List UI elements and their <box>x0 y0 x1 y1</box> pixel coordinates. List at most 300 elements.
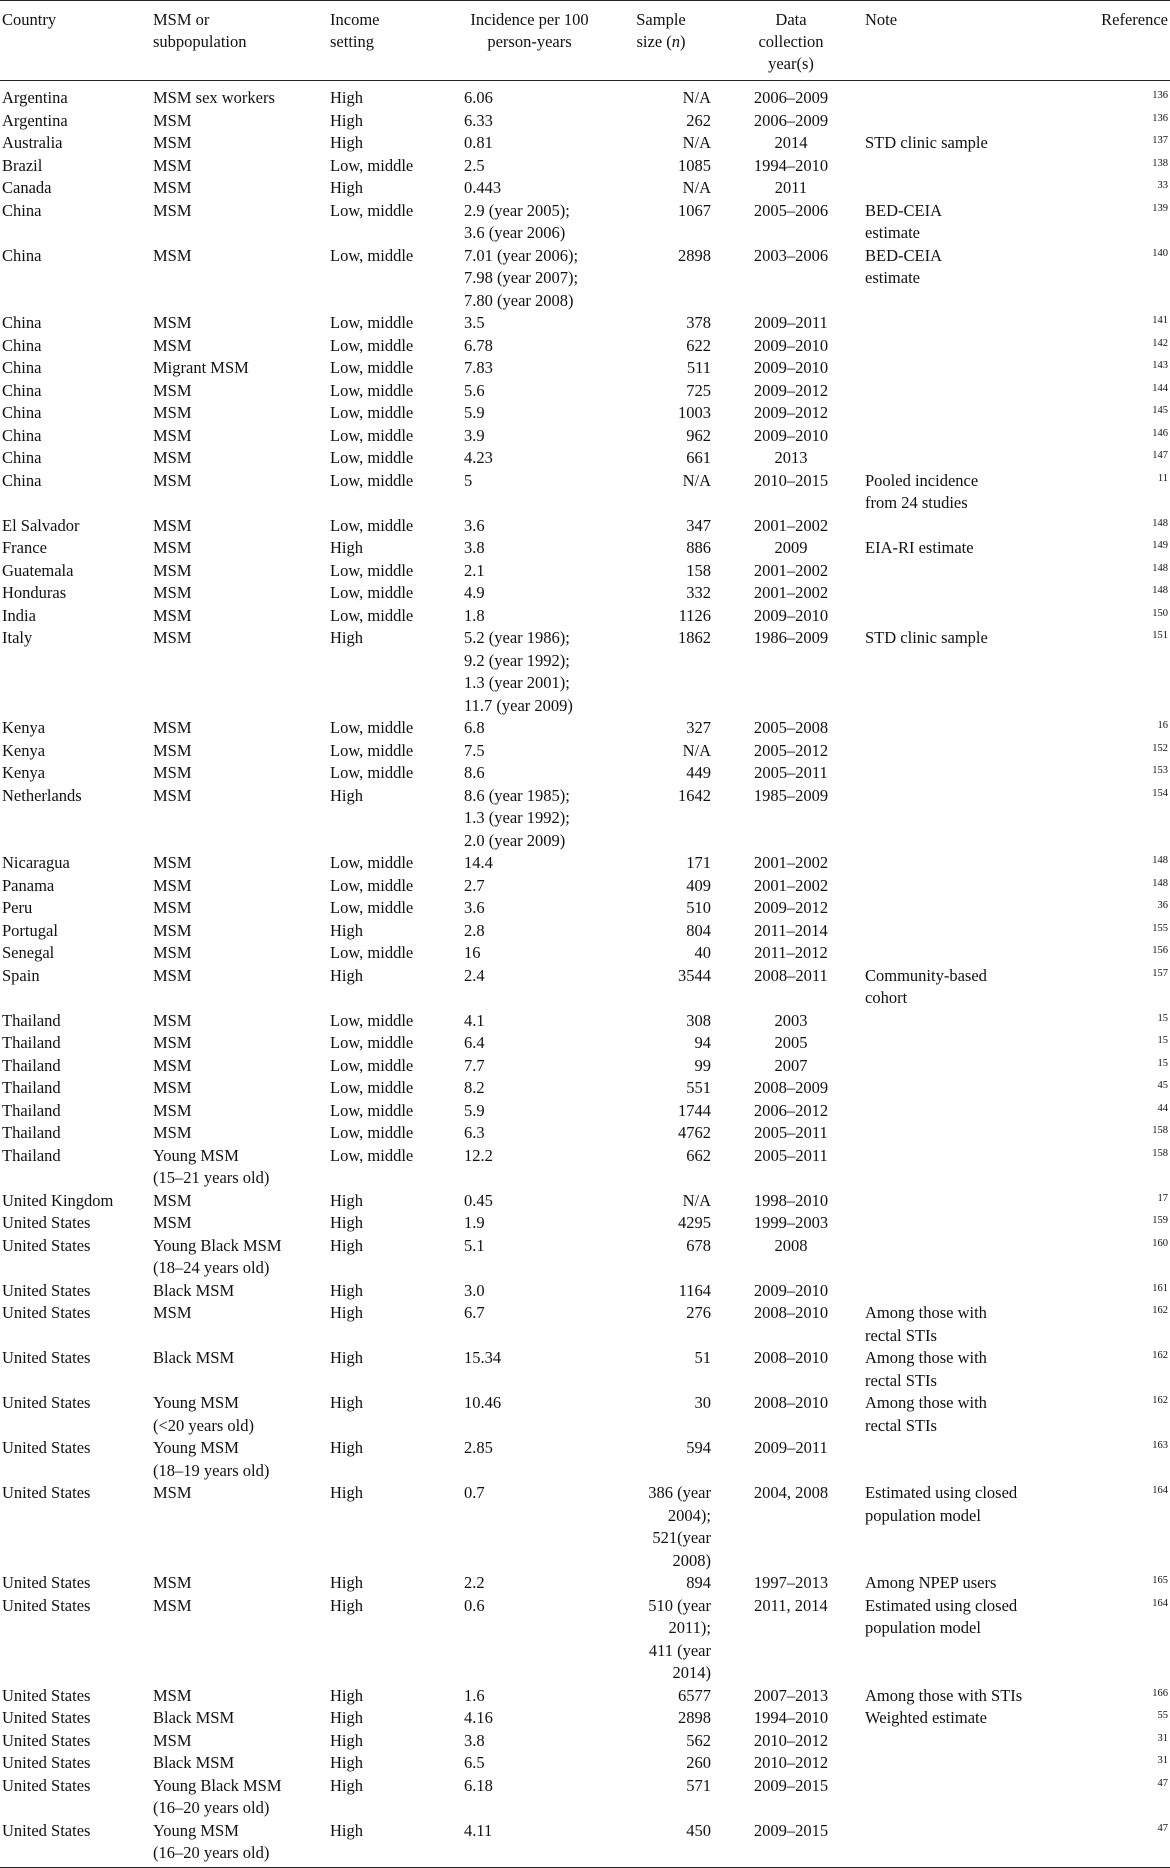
table-row <box>0 245 1170 313</box>
sample-size-cell: 347 <box>686 515 711 535</box>
country-cell: India <box>2 605 36 625</box>
reference-cell: 136 <box>1152 90 1168 101</box>
reference-cell: 142 <box>1152 337 1168 349</box>
incidence-cell: 10.46 <box>464 1393 502 1412</box>
incidence-cell: 6.06 <box>464 88 493 107</box>
years-cell: 2007 <box>774 1055 808 1075</box>
incidence-cell: 0.6 <box>464 1595 485 1615</box>
years-cell: 2005–2011 <box>754 763 828 782</box>
subpopulation-cell: MSM <box>153 965 192 985</box>
incidence-cell: 2.7 <box>464 875 485 895</box>
sample-size-cell: 308 <box>686 1010 711 1030</box>
note-cell <box>863 740 1067 763</box>
sample-size-cell: 962 <box>686 425 711 445</box>
incidence-cell: 8.2 <box>464 1078 485 1097</box>
income-cell: Low, middle <box>330 403 414 422</box>
incidence-cell: 4.11 <box>450 1820 609 1868</box>
country-cell: Australia <box>2 133 63 152</box>
table-row <box>0 1055 1170 1078</box>
sample-size-cell: 409 <box>686 875 711 895</box>
income-cell: Low, middle <box>330 1078 414 1097</box>
years-cell: 2003 <box>774 1010 808 1030</box>
incidence-cell: 6.33 <box>464 110 493 130</box>
header-sample-size <box>609 1 719 81</box>
sample-size-cell: 2898 <box>678 1708 711 1727</box>
note-cell <box>863 897 1067 920</box>
table-row <box>0 852 1170 875</box>
income-cell: Low, middle <box>330 335 414 355</box>
country-cell: El Salvador <box>2 515 80 535</box>
years-cell: 2004, 2008 <box>753 1483 829 1502</box>
table-row <box>0 1145 1170 1190</box>
incidence-cell: 3.6 <box>464 898 485 917</box>
incidence-cell: 3.9 <box>464 425 485 445</box>
table-row <box>0 1595 1170 1685</box>
note-cell: BED-CEIA estimate <box>865 200 942 242</box>
sample-size-cell: 332 <box>686 583 711 602</box>
reference-cell: 146 <box>1152 427 1168 439</box>
income-cell: Low, middle <box>330 583 414 602</box>
sample-size-cell: 4762 <box>678 1123 711 1142</box>
table-row <box>0 875 1170 898</box>
country-cell: China <box>2 200 42 220</box>
note-cell <box>863 1145 1067 1190</box>
table-row <box>0 1212 1170 1235</box>
note-cell <box>863 560 1067 583</box>
years-cell: 2006–2009 <box>753 88 829 107</box>
incidence-cell: 4.1 <box>464 1010 485 1030</box>
subpopulation-cell: MSM <box>153 335 192 355</box>
sample-size-cell: 450 <box>609 1820 719 1868</box>
table-row <box>0 1707 1170 1730</box>
country-cell: China <box>2 448 42 467</box>
table-row <box>0 1077 1170 1100</box>
note-cell <box>863 1190 1067 1213</box>
table-row <box>0 1685 1170 1708</box>
subpopulation-cell: MSM <box>153 155 192 175</box>
reference-cell: 148 <box>1152 585 1168 596</box>
incidence-cell: 6.4 <box>464 1033 485 1052</box>
incidence-cell: 0.45 <box>464 1190 493 1210</box>
income-cell: Low, middle <box>330 898 414 917</box>
country-cell: United States <box>2 1573 91 1592</box>
subpopulation-cell: MSM <box>153 1685 192 1705</box>
years-cell: 2001–2002 <box>753 875 829 895</box>
income-cell: High <box>330 1280 363 1300</box>
sample-size-cell: 327 <box>686 718 711 737</box>
header-sample-size-post: ) <box>680 32 686 51</box>
reference-cell: 165 <box>1152 1575 1168 1586</box>
reference-cell: 166 <box>1152 1687 1168 1699</box>
subpopulation-cell: MSM <box>153 583 192 602</box>
table-row <box>0 1347 1170 1392</box>
incidence-cell: 15.34 <box>464 1348 502 1367</box>
country-cell: Panama <box>2 875 55 895</box>
note-cell <box>863 380 1067 403</box>
income-cell: Low, middle <box>330 763 414 782</box>
reference-cell: 15 <box>1157 1057 1168 1069</box>
note-cell: BED-CEIA estimate <box>865 245 942 287</box>
years-cell: 1994–2010 <box>753 1708 829 1727</box>
sample-size-cell: 551 <box>686 1078 711 1097</box>
note-cell: Community-based cohort <box>865 965 987 1007</box>
sample-size-cell: N/A <box>682 470 711 490</box>
note-cell <box>863 852 1067 875</box>
note-cell <box>863 515 1067 538</box>
table-row <box>0 515 1170 538</box>
subpopulation-cell: Black MSM <box>153 1348 235 1367</box>
incidence-cell: 2.2 <box>464 1573 485 1592</box>
income-cell: Low, middle <box>330 1123 414 1142</box>
sample-size-cell: N/A <box>682 178 711 197</box>
income-cell: High <box>330 628 363 647</box>
income-cell: Low, middle <box>330 425 414 445</box>
note-cell <box>863 177 1067 200</box>
country-cell: Thailand <box>2 1123 61 1142</box>
country-cell: Guatemala <box>2 560 74 580</box>
incidence-cell: 2.85 <box>464 1438 493 1457</box>
sample-size-cell: 562 <box>686 1730 711 1750</box>
table-row <box>0 1010 1170 1033</box>
sample-size-cell: 51 <box>694 1348 711 1367</box>
note-cell <box>863 875 1067 898</box>
note-cell <box>863 335 1067 358</box>
sample-size-cell: 571 <box>686 1775 711 1795</box>
subpopulation-cell: MSM <box>153 628 192 647</box>
years-cell: 2001–2002 <box>753 560 829 580</box>
reference-cell: 33 <box>1157 180 1168 191</box>
incidence-cell: 5.9 <box>464 403 485 422</box>
reference-cell: 150 <box>1152 607 1168 619</box>
reference-cell: 162 <box>1152 1305 1168 1316</box>
country-cell: United States <box>2 1213 91 1232</box>
sample-size-cell: 99 <box>694 1055 711 1075</box>
sample-size-cell: 1744 <box>678 1100 711 1120</box>
income-cell: High <box>330 1190 363 1210</box>
table-row <box>0 81 1170 110</box>
subpopulation-cell: MSM <box>153 943 192 962</box>
table-row <box>0 965 1170 1010</box>
country-cell: United States <box>2 1303 91 1322</box>
income-cell: High <box>330 1753 363 1772</box>
incidence-cell: 8.6 <box>464 763 485 782</box>
sample-size-cell: 171 <box>686 853 711 872</box>
note-cell <box>863 312 1067 335</box>
country-cell: Brazil <box>2 155 43 175</box>
reference-cell: 151 <box>1152 630 1168 641</box>
subpopulation-cell: MSM <box>153 403 192 422</box>
note-cell <box>863 1235 1067 1280</box>
income-cell: Low, middle <box>330 245 414 265</box>
note-cell <box>863 1212 1067 1235</box>
reference-cell: 163 <box>1152 1440 1168 1451</box>
reference-cell: 148 <box>1152 517 1168 529</box>
years-cell: 2009–2010 <box>753 605 829 625</box>
subpopulation-cell: Young Black MSM (16–20 years old) <box>153 1775 282 1817</box>
reference-cell: 148 <box>1152 562 1168 574</box>
note-cell <box>863 762 1067 785</box>
sample-size-cell: 6577 <box>678 1685 711 1705</box>
subpopulation-cell: MSM <box>153 133 192 152</box>
country-cell: United States <box>2 1595 91 1615</box>
income-cell: Low, middle <box>330 448 414 467</box>
sample-size-cell: 1067 <box>678 200 711 220</box>
note-cell <box>863 920 1067 943</box>
sample-size-cell: 276 <box>686 1303 711 1322</box>
years-cell: 2009–2011 <box>754 1438 828 1457</box>
country-cell: Honduras <box>2 583 67 602</box>
header-country: Country <box>0 1 151 81</box>
header-row <box>0 1 1170 81</box>
subpopulation-cell: MSM <box>153 470 192 490</box>
subpopulation-cell: Young MSM (<20 years old) <box>153 1393 254 1435</box>
table-row <box>0 1392 1170 1437</box>
incidence-cell: 4.9 <box>464 583 485 602</box>
table-row <box>0 1730 1170 1753</box>
note-cell <box>863 1437 1067 1482</box>
reference-cell: 164 <box>1152 1597 1168 1609</box>
note-cell <box>863 402 1067 425</box>
income-cell: High <box>330 178 363 197</box>
subpopulation-cell: MSM <box>153 448 192 467</box>
years-cell: 2008–2010 <box>753 1348 829 1367</box>
income-cell: Low, middle <box>330 560 414 580</box>
country-cell: United States <box>2 1348 91 1367</box>
country-cell: China <box>2 470 42 490</box>
years-cell: 1999–2003 <box>753 1213 829 1232</box>
table-row <box>0 177 1170 200</box>
sample-size-cell: 1126 <box>678 605 711 625</box>
country-cell: Nicaragua <box>2 853 70 872</box>
years-cell: 2001–2002 <box>753 515 829 535</box>
country-cell: Italy <box>2 628 33 647</box>
years-cell: 2005 <box>774 1033 808 1052</box>
table-row <box>0 132 1170 155</box>
subpopulation-cell: MSM <box>153 560 192 580</box>
country-cell: Kenya <box>2 763 46 782</box>
reference-cell: 47 <box>1067 1820 1170 1868</box>
subpopulation-cell: MSM <box>153 1595 192 1615</box>
income-cell: Low, middle <box>330 853 414 872</box>
reference-cell: 17 <box>1157 1192 1168 1204</box>
sample-size-cell: 30 <box>694 1393 711 1412</box>
table-row <box>0 1437 1170 1482</box>
table-row <box>0 200 1170 245</box>
incidence-cell: 4.23 <box>464 448 493 467</box>
income-cell: Low, middle <box>330 1010 414 1030</box>
subpopulation-cell: Young Black MSM (18–24 years old) <box>153 1235 282 1277</box>
country-cell: China <box>2 313 42 332</box>
incidence-cell: 0.7 <box>464 1483 485 1502</box>
table-row <box>0 425 1170 448</box>
header-reference: Reference <box>1067 1 1170 81</box>
header-sample-size-n: n <box>671 32 681 51</box>
years-cell: 2009–2011 <box>754 313 828 332</box>
note-cell <box>863 1730 1067 1753</box>
note-cell: Pooled incidence from 24 studies <box>865 470 979 512</box>
sample-size-cell: 678 <box>686 1235 711 1255</box>
sample-size-cell: N/A <box>682 133 711 152</box>
table-row <box>0 582 1170 605</box>
sample-size-cell: 4295 <box>678 1213 711 1232</box>
table-row <box>0 560 1170 583</box>
note-cell <box>863 425 1067 448</box>
note-cell: Estimated using closed population model <box>865 1595 1018 1637</box>
table-row <box>0 785 1170 853</box>
incidence-cell: 1.8 <box>464 605 485 625</box>
note-cell <box>863 110 1067 133</box>
note-cell <box>863 582 1067 605</box>
table-row <box>0 627 1170 717</box>
reference-cell: 155 <box>1152 922 1168 934</box>
country-cell: Kenya <box>2 740 46 760</box>
table-row <box>0 920 1170 943</box>
sample-size-cell: 661 <box>686 448 711 467</box>
incidence-cell: 6.78 <box>464 335 493 355</box>
income-cell: Low, middle <box>330 515 414 535</box>
header-sample-size-pre: Sample size ( <box>636 10 686 51</box>
header-note: Note <box>863 1 1067 81</box>
sample-size-cell: N/A <box>682 1190 711 1210</box>
income-cell: Low, middle <box>330 943 414 962</box>
income-cell: Low, middle <box>330 1100 414 1120</box>
reference-cell: 55 <box>1157 1710 1168 1721</box>
years-cell: 2009–2012 <box>753 380 829 400</box>
note-cell <box>863 1010 1067 1033</box>
years-cell: 2008–2009 <box>753 1078 829 1097</box>
incidence-cell: 0.443 <box>464 178 502 197</box>
subpopulation-cell: MSM <box>153 875 192 895</box>
subpopulation-cell: MSM <box>153 1123 192 1142</box>
header-incidence: Incidence per 100 person-years <box>450 1 609 81</box>
subpopulation-cell: MSM <box>153 740 192 760</box>
sample-size-cell: 510 (year 2011); 411 (year 2014) <box>648 1595 711 1682</box>
subpopulation-cell: MSM <box>153 1303 192 1322</box>
sample-size-cell: 262 <box>686 110 711 130</box>
incidence-cell: 2.4 <box>464 965 485 985</box>
note-cell <box>863 717 1067 740</box>
incidence-cell: 5 <box>464 470 473 490</box>
note-cell: Among NPEP users <box>865 1573 997 1592</box>
header-income: Income setting <box>328 1 450 81</box>
incidence-cell: 5.2 (year 1986); 9.2 (year 1992); 1.3 (year 2001); 11.7 (year 2009) <box>464 628 573 715</box>
country-cell: United States <box>0 1820 151 1868</box>
country-cell: China <box>2 380 42 400</box>
sample-size-cell: N/A <box>682 88 711 107</box>
subpopulation-cell: MSM <box>153 1483 192 1502</box>
subpopulation-cell: MSM <box>153 538 192 557</box>
table-row <box>0 942 1170 965</box>
years-cell: 2009–2010 <box>753 425 829 445</box>
years-cell: 2011–2014 <box>754 920 828 940</box>
years-cell: 1997–2013 <box>753 1573 829 1592</box>
incidence-cell: 4.16 <box>464 1708 493 1727</box>
years-cell: 2014 <box>774 133 808 152</box>
table-body <box>0 81 1170 1868</box>
reference-cell: 158 <box>1152 1147 1168 1159</box>
income-cell: Low, middle <box>330 200 414 220</box>
incidence-cell: 5.6 <box>464 380 485 400</box>
subpopulation-cell: MSM <box>153 920 192 940</box>
note-cell: Among those with STIs <box>865 1685 1023 1705</box>
incidence-cell: 5.1 <box>464 1235 485 1255</box>
income-cell: High <box>330 133 363 152</box>
country-cell: China <box>2 335 42 355</box>
years-cell: 2003–2006 <box>753 245 829 265</box>
years-cell: 2011–2012 <box>754 943 828 962</box>
reference-cell: 149 <box>1152 540 1168 551</box>
subpopulation-cell: MSM <box>153 245 192 265</box>
reference-cell: 138 <box>1152 157 1168 169</box>
note-cell: STD clinic sample <box>865 628 988 647</box>
country-cell: Canada <box>2 178 52 197</box>
country-cell: Argentina <box>2 110 68 130</box>
note-cell <box>863 605 1067 628</box>
subpopulation-cell: Young MSM (18–19 years old) <box>153 1438 270 1480</box>
income-cell: Low, middle <box>330 718 414 737</box>
note-cell <box>863 81 1067 110</box>
sample-size-cell: 40 <box>694 943 711 962</box>
reference-cell: 156 <box>1152 945 1168 956</box>
income-cell: High <box>330 920 363 940</box>
country-cell: France <box>2 538 47 557</box>
income-cell: High <box>330 1438 363 1457</box>
note-cell: STD clinic sample <box>865 133 988 152</box>
table-row <box>0 155 1170 178</box>
years-cell: 2005–2012 <box>753 740 829 760</box>
years-cell: 2009–2010 <box>753 335 829 355</box>
income-cell: High <box>330 785 363 805</box>
subpopulation-cell: MSM <box>153 1573 192 1592</box>
subpopulation-cell: Black MSM <box>153 1280 235 1300</box>
table-row <box>0 1482 1170 1572</box>
sample-size-cell: 1085 <box>678 155 711 175</box>
subpopulation-cell: MSM <box>153 763 192 782</box>
years-cell: 2010–2012 <box>753 1753 829 1772</box>
country-cell: Peru <box>2 898 33 917</box>
income-cell: High <box>328 1820 450 1868</box>
table-row <box>0 447 1170 470</box>
years-cell: 1986–2009 <box>753 628 829 647</box>
sample-size-cell: 804 <box>686 920 711 940</box>
country-cell: Argentina <box>2 88 68 107</box>
table-row <box>0 897 1170 920</box>
reference-cell: 137 <box>1152 135 1168 146</box>
incidence-cell: 12.2 <box>464 1145 493 1165</box>
table-row <box>0 762 1170 785</box>
years-cell: 1998–2010 <box>753 1190 829 1210</box>
incidence-cell: 5.9 <box>464 1100 485 1120</box>
note-cell: EIA-RI estimate <box>865 538 974 557</box>
table-row <box>0 1122 1170 1145</box>
note-cell <box>863 357 1067 380</box>
incidence-cell: 2.8 <box>464 920 485 940</box>
years-cell: 2010–2012 <box>753 1730 829 1750</box>
income-cell: High <box>330 1393 363 1412</box>
country-cell: Thailand <box>2 1033 61 1052</box>
sample-size-cell: 158 <box>686 560 711 580</box>
reference-cell: 45 <box>1157 1080 1168 1091</box>
incidence-cell: 2.1 <box>464 560 485 580</box>
incidence-cell: 6.18 <box>464 1775 493 1795</box>
years-cell: 2005–2011 <box>754 1145 828 1165</box>
years-cell: 2009–2010 <box>753 358 829 377</box>
sample-size-cell: 662 <box>686 1145 711 1165</box>
years-cell: 2001–2002 <box>753 583 829 602</box>
sample-size-cell: 94 <box>694 1033 711 1052</box>
subpopulation-cell: MSM <box>153 110 192 130</box>
table-row <box>0 1235 1170 1280</box>
